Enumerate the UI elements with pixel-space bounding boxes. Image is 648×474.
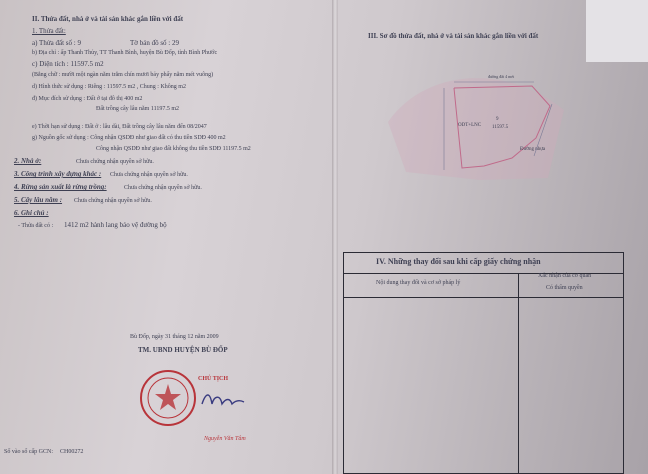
section-ii-title: II. Thửa đất, nhà ở và tài sản khác gắn liền với đất <box>32 15 184 23</box>
official-seal-icon <box>138 368 198 428</box>
use-term: e) Thời hạn sử dụng : Đất ở : lâu dài, Đất trồng cây lâu năm đến 08/2047 <box>32 124 207 130</box>
parcel-number: a) Thửa đất số : 9 <box>32 39 81 47</box>
map-road-top-label: đường đất 4 mét <box>488 74 515 79</box>
parcel-map <box>384 60 568 190</box>
book-number-label: Số vào sổ cấp GCN: <box>4 449 53 455</box>
signer-name: Nguyễn Văn Tâm <box>204 436 246 442</box>
changes-table-divider <box>518 273 519 473</box>
section-iv-title: IV. Những thay đổi sau khi cấp giấy chứng nhận <box>376 257 541 266</box>
note-line-label: - Thửa đất có : <box>18 223 54 229</box>
construction-value: Chưa chứng nhận quyền sở hữu. <box>110 172 188 178</box>
perennial-trees-value: Chưa chứng nhận quyền sở hữu. <box>74 198 152 204</box>
parcel-area: c) Diện tích : 11597.5 m2 <box>32 60 104 68</box>
parcel-address: b) Địa chỉ : ấp Thanh Thủy, TT Thanh Bình, huyện Bù Đốp, tỉnh Bình Phước <box>32 50 218 56</box>
section-iii-title: III. Sơ đồ thửa đất, nhà ở và tài sản khác gắn liền với đất <box>368 32 539 40</box>
paper-corner <box>586 0 648 62</box>
changes-column-content: Nội dung thay đổi và cơ sở pháp lý <box>376 280 461 286</box>
chair-title: CHỦ TỊCH <box>198 376 229 382</box>
map-parcel-area-label: 11597.5 <box>492 125 509 130</box>
construction-label: 3. Công trình xây dựng khác : <box>14 170 102 178</box>
map-parcel-number-label: 9 <box>496 117 499 122</box>
use-form: d) Hình thức sử dụng : Riêng : 11597.5 m2 , Chung : Không m2 <box>32 84 186 90</box>
note-line-value: 1412 m2 hành lang bảo vệ đường bộ <box>64 221 167 229</box>
house-value: Chưa chứng nhận quyền sở hữu. <box>76 159 154 165</box>
parcel-heading: 1. Thửa đất: <box>32 27 66 35</box>
map-parcel-use-label: ODT+LNC <box>458 123 482 128</box>
changes-column-authority: Có thẩm quyền <box>546 285 583 291</box>
map-sheet-number: Tờ bản đồ số : 29 <box>130 39 180 47</box>
notes-label: 6. Ghi chú : <box>14 209 49 217</box>
forest-value: Chưa chứng nhận quyền sở hữu. <box>124 185 202 191</box>
map-road-right-label: Đường nhựa <box>520 147 546 152</box>
area-in-words: (Bằng chữ : mười một ngàn năm trăm chín mươi bảy phẩy năm mét vuông) <box>32 72 214 78</box>
signature-icon <box>198 388 248 412</box>
use-origin-free: Công nhận QSDĐ như giao đất không thu tiền SDĐ 11197.5 m2 <box>96 146 251 152</box>
place-date: Bù Đốp, ngày 31 tháng 12 năm 2009 <box>130 334 219 340</box>
book-number-value: CH00272 <box>60 449 84 455</box>
house-label: 2. Nhà ở: <box>14 157 42 165</box>
use-origin-paid: g) Nguồn gốc sử dụng : Công nhận QSDĐ như giao đất có thu tiền SDĐ 400 m2 <box>32 135 226 141</box>
use-purpose-residential: đ) Mục đích sử dụng : Đất ở tại đô thị 400 m2 <box>32 96 143 102</box>
perennial-trees-label: 5. Cây lâu năm : <box>14 196 63 204</box>
forest-label: 4. Rừng sản xuất là rừng trồng: <box>14 183 107 191</box>
issuing-authority: TM. UBND HUYỆN BÙ ĐỐP <box>138 346 228 354</box>
use-purpose-perennial: Đất trồng cây lâu năm 11197.5 m2 <box>96 106 180 112</box>
page-fold <box>332 0 338 474</box>
changes-column-confirm: Xác nhận của cơ quan <box>538 273 592 279</box>
